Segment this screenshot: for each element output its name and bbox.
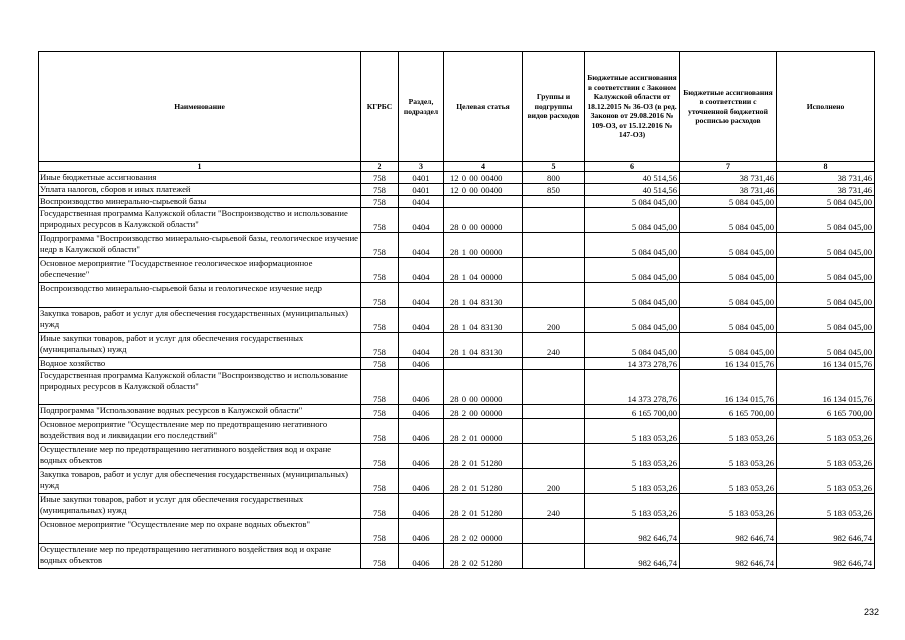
row-kgrbs: 758 bbox=[361, 184, 399, 196]
row-section: 0404 bbox=[399, 233, 444, 258]
table-row bbox=[39, 184, 875, 196]
row-target bbox=[444, 358, 523, 370]
page-number: 232 bbox=[864, 607, 880, 617]
header-name: Наименование bbox=[39, 52, 361, 162]
table-row bbox=[39, 494, 875, 519]
row-name: Государственная программа Калужской области "Воспроизводство и использование природных ресурсов в Калужской области" bbox=[39, 370, 361, 405]
row-name: Водное хозяйство bbox=[39, 358, 361, 370]
row-target: 28 2 01 51280 bbox=[444, 444, 523, 469]
row-group: 240 bbox=[523, 494, 585, 519]
row-group bbox=[523, 283, 585, 308]
header-kgrbs: КГРБС bbox=[361, 52, 399, 162]
row-kgrbs: 758 bbox=[361, 419, 399, 444]
row-section: 0401 bbox=[399, 184, 444, 196]
row-budget-law: 40 514,56 bbox=[585, 172, 680, 184]
row-executed: 16 134 015,76 bbox=[777, 370, 875, 405]
table-row bbox=[39, 405, 875, 419]
row-name: Основное мероприятие "Осуществление мер по охране водных объектов" bbox=[39, 519, 361, 544]
row-name: Подпрограмма "Использование водных ресурсов в Калужской области" bbox=[39, 405, 361, 419]
header-target: Целевая статья bbox=[444, 52, 523, 162]
table-row bbox=[39, 370, 875, 405]
row-budget-law: 5 183 053,26 bbox=[585, 444, 680, 469]
row-executed: 5 084 045,00 bbox=[777, 283, 875, 308]
row-section: 0406 bbox=[399, 444, 444, 469]
row-budget-law: 5 084 045,00 bbox=[585, 283, 680, 308]
table-row bbox=[39, 519, 875, 544]
row-section: 0406 bbox=[399, 405, 444, 419]
row-kgrbs: 758 bbox=[361, 172, 399, 184]
row-group: 800 bbox=[523, 172, 585, 184]
row-name: Осуществление мер по предотвращению негативного воздействия вод и охране водных объектов bbox=[39, 444, 361, 469]
row-section: 0404 bbox=[399, 283, 444, 308]
column-number: 3 bbox=[399, 162, 444, 172]
row-budget-refined: 6 165 700,00 bbox=[680, 405, 777, 419]
row-name: Воспроизводство минерально-сырьевой базы bbox=[39, 196, 361, 208]
row-kgrbs: 758 bbox=[361, 308, 399, 333]
row-target: 28 2 01 51280 bbox=[444, 469, 523, 494]
row-budget-law: 14 373 278,76 bbox=[585, 370, 680, 405]
table-row bbox=[39, 258, 875, 283]
header-budget-law: Бюджетные ассигнования в соответствии с Законом Калужской области от 18.12.2015 № 36-ОЗ (в ред. Законов от 29.08.2016 № 109-ОЗ, от 15.12.2016 № 147-ОЗ) bbox=[585, 52, 680, 162]
row-name: Закупка товаров, работ и услуг для обеспечения государственных (муниципальных) нужд bbox=[39, 469, 361, 494]
row-group bbox=[523, 444, 585, 469]
row-group: 200 bbox=[523, 469, 585, 494]
column-number: 4 bbox=[444, 162, 523, 172]
row-budget-law: 5 183 053,26 bbox=[585, 469, 680, 494]
row-budget-refined: 38 731,46 bbox=[680, 172, 777, 184]
row-budget-law: 6 165 700,00 bbox=[585, 405, 680, 419]
row-budget-law: 5 183 053,26 bbox=[585, 494, 680, 519]
row-group bbox=[523, 419, 585, 444]
row-budget-refined: 5 084 045,00 bbox=[680, 208, 777, 233]
row-kgrbs: 758 bbox=[361, 258, 399, 283]
row-group bbox=[523, 258, 585, 283]
header-budget-refined: Бюджетные ассигнования в соответствии с уточненной бюджетной росписью расходов bbox=[680, 52, 777, 162]
row-kgrbs: 758 bbox=[361, 469, 399, 494]
row-budget-law: 5 183 053,26 bbox=[585, 419, 680, 444]
header-executed: Исполнено bbox=[777, 52, 875, 162]
row-budget-refined: 5 084 045,00 bbox=[680, 196, 777, 208]
row-target: 28 1 04 83130 bbox=[444, 308, 523, 333]
table-row bbox=[39, 172, 875, 184]
row-section: 0401 bbox=[399, 172, 444, 184]
row-section: 0406 bbox=[399, 358, 444, 370]
row-group: 850 bbox=[523, 184, 585, 196]
table-row bbox=[39, 544, 875, 569]
table-row bbox=[39, 444, 875, 469]
header-group: Группы и подгруппы видов расходов bbox=[523, 52, 585, 162]
row-executed: 5 084 045,00 bbox=[777, 208, 875, 233]
column-number: 7 bbox=[680, 162, 777, 172]
table-row bbox=[39, 333, 875, 358]
row-budget-law: 5 084 045,00 bbox=[585, 258, 680, 283]
row-executed: 982 646,74 bbox=[777, 519, 875, 544]
row-kgrbs: 758 bbox=[361, 370, 399, 405]
row-budget-law: 982 646,74 bbox=[585, 544, 680, 569]
row-group: 240 bbox=[523, 333, 585, 358]
row-budget-law: 5 084 045,00 bbox=[585, 333, 680, 358]
row-executed: 5 084 045,00 bbox=[777, 333, 875, 358]
row-budget-refined: 5 183 053,26 bbox=[680, 419, 777, 444]
row-executed: 5 183 053,26 bbox=[777, 444, 875, 469]
column-number: 5 bbox=[523, 162, 585, 172]
row-name: Уплата налогов, сборов и иных платежей bbox=[39, 184, 361, 196]
row-budget-refined: 16 134 015,76 bbox=[680, 370, 777, 405]
table-row bbox=[39, 208, 875, 233]
row-section: 0404 bbox=[399, 196, 444, 208]
row-group bbox=[523, 196, 585, 208]
row-target bbox=[444, 196, 523, 208]
row-name: Основное мероприятие "Государственное геологическое информационное обеспечение" bbox=[39, 258, 361, 283]
row-kgrbs: 758 bbox=[361, 358, 399, 370]
row-group: 200 bbox=[523, 308, 585, 333]
row-section: 0406 bbox=[399, 494, 444, 519]
row-group bbox=[523, 519, 585, 544]
row-executed: 38 731,46 bbox=[777, 172, 875, 184]
column-number: 1 bbox=[39, 162, 361, 172]
row-budget-refined: 5 183 053,26 bbox=[680, 469, 777, 494]
row-executed: 38 731,46 bbox=[777, 184, 875, 196]
row-budget-refined: 16 134 015,76 bbox=[680, 358, 777, 370]
header-row bbox=[39, 52, 875, 162]
row-group bbox=[523, 208, 585, 233]
row-kgrbs: 758 bbox=[361, 233, 399, 258]
row-target: 28 2 01 51280 bbox=[444, 494, 523, 519]
row-group bbox=[523, 370, 585, 405]
row-executed: 5 084 045,00 bbox=[777, 196, 875, 208]
row-budget-refined: 982 646,74 bbox=[680, 544, 777, 569]
row-section: 0404 bbox=[399, 258, 444, 283]
row-executed: 6 165 700,00 bbox=[777, 405, 875, 419]
row-executed: 16 134 015,76 bbox=[777, 358, 875, 370]
row-name: Осуществление мер по предотвращению негативного воздействия вод и охране водных объектов bbox=[39, 544, 361, 569]
table-row bbox=[39, 469, 875, 494]
row-executed: 5 183 053,26 bbox=[777, 419, 875, 444]
table-row bbox=[39, 283, 875, 308]
row-name: Подпрограмма "Воспроизводство минерально-сырьевой базы, геологическое изучение недр в Калужской области" bbox=[39, 233, 361, 258]
row-budget-law: 982 646,74 bbox=[585, 519, 680, 544]
row-budget-refined: 5 183 053,26 bbox=[680, 444, 777, 469]
row-target: 28 0 00 00000 bbox=[444, 208, 523, 233]
column-number: 8 bbox=[777, 162, 875, 172]
row-kgrbs: 758 bbox=[361, 405, 399, 419]
row-budget-law: 5 084 045,00 bbox=[585, 208, 680, 233]
row-section: 0404 bbox=[399, 333, 444, 358]
row-kgrbs: 758 bbox=[361, 196, 399, 208]
row-kgrbs: 758 bbox=[361, 544, 399, 569]
row-target: 12 0 00 00400 bbox=[444, 172, 523, 184]
column-number: 6 bbox=[585, 162, 680, 172]
table-row bbox=[39, 308, 875, 333]
row-executed: 5 084 045,00 bbox=[777, 233, 875, 258]
row-budget-refined: 5 084 045,00 bbox=[680, 258, 777, 283]
row-executed: 982 646,74 bbox=[777, 544, 875, 569]
table-row bbox=[39, 419, 875, 444]
row-executed: 5 183 053,26 bbox=[777, 469, 875, 494]
row-name: Иные бюджетные ассигнования bbox=[39, 172, 361, 184]
row-section: 0406 bbox=[399, 419, 444, 444]
row-budget-refined: 5 084 045,00 bbox=[680, 333, 777, 358]
row-group bbox=[523, 233, 585, 258]
row-budget-refined: 5 084 045,00 bbox=[680, 283, 777, 308]
row-group bbox=[523, 358, 585, 370]
row-section: 0406 bbox=[399, 469, 444, 494]
row-group bbox=[523, 544, 585, 569]
header-section: Раздел, подраздел bbox=[399, 52, 444, 162]
row-target: 28 1 04 83130 bbox=[444, 283, 523, 308]
row-target: 28 1 00 00000 bbox=[444, 233, 523, 258]
row-target: 28 0 00 00000 bbox=[444, 370, 523, 405]
column-number: 2 bbox=[361, 162, 399, 172]
row-section: 0406 bbox=[399, 544, 444, 569]
row-budget-refined: 5 183 053,26 bbox=[680, 494, 777, 519]
row-kgrbs: 758 bbox=[361, 494, 399, 519]
row-target: 28 1 04 00000 bbox=[444, 258, 523, 283]
row-budget-refined: 38 731,46 bbox=[680, 184, 777, 196]
row-name: Закупка товаров, работ и услуг для обеспечения государственных (муниципальных) нужд bbox=[39, 308, 361, 333]
row-executed: 5 084 045,00 bbox=[777, 308, 875, 333]
row-kgrbs: 758 bbox=[361, 519, 399, 544]
row-target: 28 2 02 51280 bbox=[444, 544, 523, 569]
row-kgrbs: 758 bbox=[361, 283, 399, 308]
row-group bbox=[523, 405, 585, 419]
row-target: 28 2 01 00000 bbox=[444, 419, 523, 444]
row-target: 28 1 04 83130 bbox=[444, 333, 523, 358]
budget-table bbox=[38, 51, 875, 569]
row-kgrbs: 758 bbox=[361, 208, 399, 233]
table-row bbox=[39, 358, 875, 370]
table-row bbox=[39, 233, 875, 258]
row-budget-refined: 982 646,74 bbox=[680, 519, 777, 544]
row-section: 0406 bbox=[399, 370, 444, 405]
row-target: 28 2 00 00000 bbox=[444, 405, 523, 419]
row-name: Государственная программа Калужской области "Воспроизводство и использование природных ресурсов в Калужской области" bbox=[39, 208, 361, 233]
row-budget-law: 5 084 045,00 bbox=[585, 196, 680, 208]
row-kgrbs: 758 bbox=[361, 333, 399, 358]
row-kgrbs: 758 bbox=[361, 444, 399, 469]
row-target: 28 2 02 00000 bbox=[444, 519, 523, 544]
row-budget-law: 5 084 045,00 bbox=[585, 233, 680, 258]
row-executed: 5 183 053,26 bbox=[777, 494, 875, 519]
row-section: 0406 bbox=[399, 519, 444, 544]
row-name: Основное мероприятие "Осуществление мер по предотвращению негативного воздействия вод и ликвидации его последствий" bbox=[39, 419, 361, 444]
row-budget-law: 14 373 278,76 bbox=[585, 358, 680, 370]
row-section: 0404 bbox=[399, 208, 444, 233]
row-budget-refined: 5 084 045,00 bbox=[680, 308, 777, 333]
row-executed: 5 084 045,00 bbox=[777, 258, 875, 283]
column-number-row bbox=[39, 162, 875, 172]
table-row bbox=[39, 196, 875, 208]
row-name: Иные закупки товаров, работ и услуг для обеспечения государственных (муниципальных) нужд bbox=[39, 333, 361, 358]
row-budget-refined: 5 084 045,00 bbox=[680, 233, 777, 258]
row-name: Иные закупки товаров, работ и услуг для обеспечения государственных (муниципальных) нужд bbox=[39, 494, 361, 519]
row-section: 0404 bbox=[399, 308, 444, 333]
row-name: Воспроизводство минерально-сырьевой базы и геологическое изучение недр bbox=[39, 283, 361, 308]
row-target: 12 0 00 00400 bbox=[444, 184, 523, 196]
row-budget-law: 40 514,56 bbox=[585, 184, 680, 196]
row-budget-law: 5 084 045,00 bbox=[585, 308, 680, 333]
